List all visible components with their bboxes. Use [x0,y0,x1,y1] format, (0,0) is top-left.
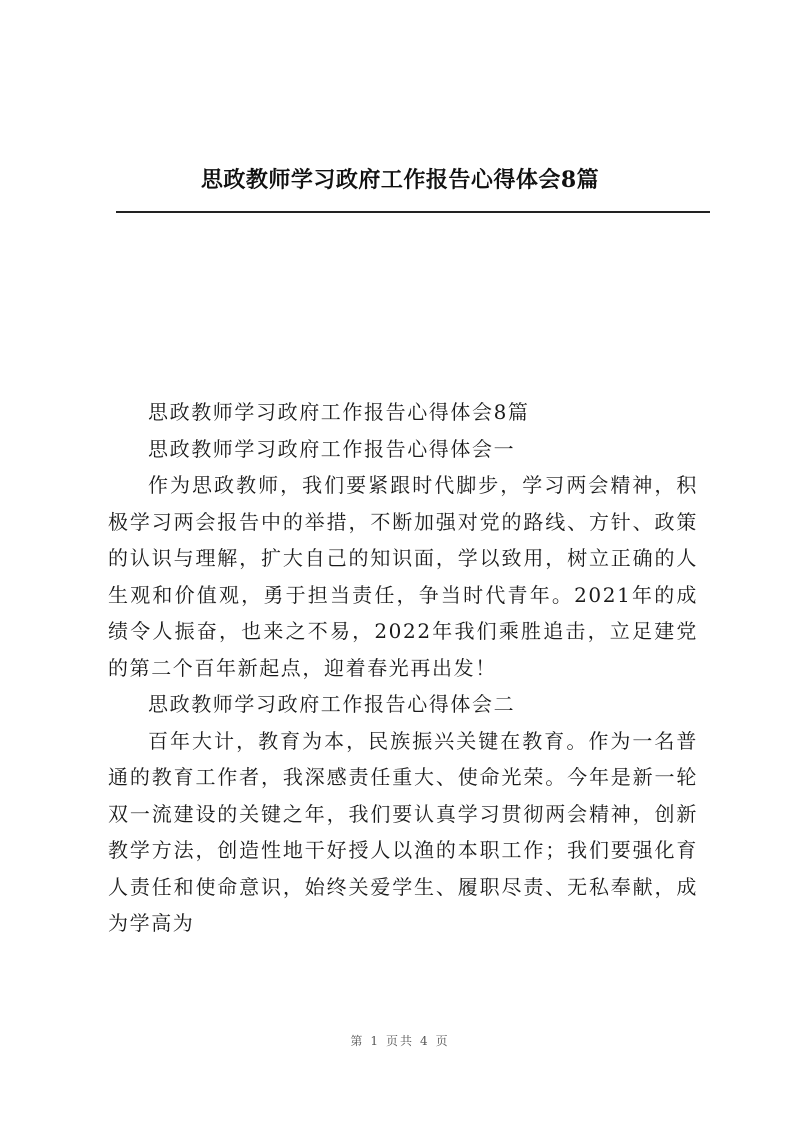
section-heading: 思政教师学习政府工作报告心得体会一 [148,436,516,461]
body-paragraph: 思政教师学习政府工作报告心得体会8篇 [148,400,530,424]
document-body [108,394,698,942]
footer-suffix: 页 [435,1034,450,1048]
footer-total-pages: 4 [420,1034,430,1048]
section-heading: 思政教师学习政府工作报告心得体会二 [148,692,516,716]
title-underline [116,211,710,213]
footer-middle: 页共 [385,1034,414,1048]
footer-prefix: 第 [350,1034,365,1048]
body-paragraph: 百年大计，教育为本，民族振兴关键在教育。作为一名普通的教育工作者，我深感责任重大、使命光荣。今年是新一轮双一流建设的关键之年，我们要认真学习贯彻两会精神，创新教学方法，创造性地干好授人以渔的本职工作；我们要强化育人责任和使命意识，始终关爱学生、履职尽责、无私奉献，成为学高为 [108,728,698,935]
body-paragraph: 作为思政教师，我们要紧跟时代脚步，学习两会精神，积极学习两会报告中的举措，不断加强对党的路线、方针、政策的认识与理解，扩大自己的知识面，学以致用，树立正确的人生观和价值观，勇于担当责任，争当时代青年。2021年的成绩令人振奋，也来之不易，2022年我们乘胜追击，立足建党的第二个百年新起点，迎着春光再出发！ [108,473,698,680]
document-title: 思政教师学习政府工作报告心得体会8篇 [200,167,600,193]
page-footer [0,1032,800,1049]
footer-current-page: 1 [370,1034,380,1048]
